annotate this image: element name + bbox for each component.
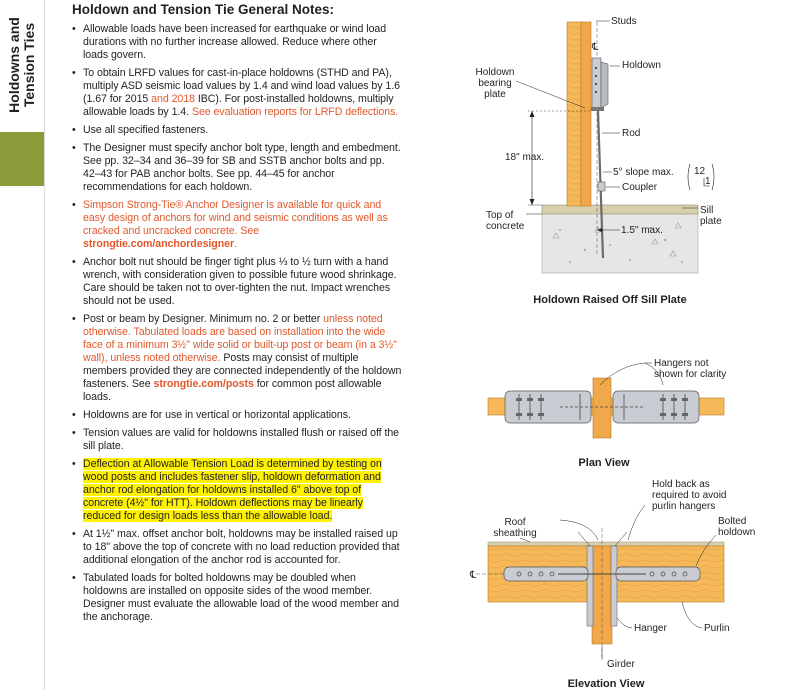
roof-sheathing xyxy=(488,542,724,546)
general-notes xyxy=(72,2,402,629)
note-item: • Simpson Strong-Tie® Anchor Designer is available for quick and easy design of anchors for wind and seismic conditions as well as cracked and uncracked concrete. See strongtie.com/anchordesigner. xyxy=(72,199,402,251)
section-title-line1: Holdowns and xyxy=(6,17,22,113)
section-title xyxy=(7,17,37,113)
top-of-concrete-label: Top of concrete xyxy=(486,210,525,232)
sill-plate-label: Sill plate xyxy=(700,205,722,227)
holdown-bearing-plate xyxy=(591,107,604,111)
figure-plan-view xyxy=(488,358,726,469)
centerline-symbol: ℄ xyxy=(592,42,599,53)
notes-title: Holdown and Tension Tie General Notes: xyxy=(72,2,335,17)
coupler xyxy=(598,182,605,191)
girder-plan xyxy=(593,378,611,438)
holdown-plan-left xyxy=(505,391,591,423)
concrete-slab xyxy=(542,213,698,273)
purlin-label: Purlin xyxy=(704,623,730,634)
centerline-symbol-elev: ℄ xyxy=(470,570,477,581)
note-item: • Post or beam by Designer. Minimum no. 2 or better unless noted otherwise. Tabulated loads are based on installation into the wide face of a minimum 3½" wide solid or built-up post or beam (in a 3½" wall), unless noted otherwise. Posts may consist of multiple members provided they are connected independently of the holdown fasteners. See strongtie.com/posts for common post allowable loads. xyxy=(72,313,402,404)
hanger-left xyxy=(587,546,593,626)
section-color-block xyxy=(0,132,44,186)
offset-label: 1.5" max. xyxy=(621,225,663,236)
section-title-line2: Tension Ties xyxy=(21,22,37,108)
note-item: • The Designer must specify anchor bolt type, length and embedment. See pp. 32–34 and 36–39 for SB and SSTB anchor bolts and pp. 42–43 for PAB anchor bolts. See pp. 44–45 for anchor recommendations for each holdown. xyxy=(72,142,402,194)
figure-elevation-view xyxy=(469,479,755,690)
bearing-plate-label: Holdown bearing plate xyxy=(475,67,515,100)
coupler-label: Coupler xyxy=(622,182,658,193)
holdown-label: Holdown xyxy=(622,60,661,71)
note-item: • To obtain LRFD values for cast-in-place holdowns (STHD and PA), multiply ASD seismic load values by 1.4 and wind load values by 1.6 (1.67 for 2015 and 2018 IBC). For post-installed holdowns, multiply allowable loads by 1.4. See evaluation reports for LRFD deflections. xyxy=(72,67,402,119)
sill-plate xyxy=(542,205,698,214)
max-18-label: 18" max. xyxy=(505,152,545,163)
note-item: • Tension values are valid for holdowns installed flush or raised off the sill plate. xyxy=(72,427,402,453)
side-tab xyxy=(0,0,45,690)
hanger-label: Hanger xyxy=(634,623,667,634)
rod-label: Rod xyxy=(622,128,641,139)
note-item-highlighted: • Deflection at Allowable Tension Load is determined by testing on wood posts and includes fastener slip, holdown deformation and anchor rod elongation for holdowns installed 6" above top of concrete (4½" for HTT). Holdown deflections may be linearly reduced for design loads less than the allowable load. xyxy=(72,458,402,523)
stud-left xyxy=(567,22,581,206)
bolted-holdown-label: Bolted holdown xyxy=(718,516,756,538)
posts-link[interactable]: strongtie.com/posts xyxy=(153,378,254,390)
hold-back-label: Hold back as required to avoid purlin hangers xyxy=(652,479,727,512)
figures-column xyxy=(420,0,800,690)
studs-label: Studs xyxy=(611,16,637,27)
side-tab-label-area xyxy=(0,0,44,130)
evaluation-reports-link[interactable]: See evaluation reports for LRFD deflections. xyxy=(191,106,399,118)
roof-sheathing-label: Roof sheathing xyxy=(493,517,537,539)
figure1-caption: Holdown Raised Off Sill Plate xyxy=(533,294,687,306)
hanger-right xyxy=(611,546,617,626)
figure3-caption: Elevation View xyxy=(567,678,645,690)
note-item: • At 1½" max. offset anchor bolt, holdowns may be installed raised up to 18" above the top of concrete with no load reduction provided that additional elongation of the anchor rod is accounted for. xyxy=(72,528,402,567)
notes-list xyxy=(72,23,402,624)
svg-text:12: 12 xyxy=(694,166,706,177)
girder-label: Girder xyxy=(607,659,635,670)
note-item: • Holdowns are for use in vertical or horizontal applications. xyxy=(72,409,402,422)
slope-symbol xyxy=(688,164,714,190)
note-item: • Use all specified fasteners. xyxy=(72,124,402,137)
stud-right xyxy=(581,22,591,206)
figures-svg xyxy=(420,0,800,690)
note-item: • Anchor bolt nut should be finger tight plus ⅓ to ½ turn with a hand wrench, with consideration given to possible future wood shrinkage. Care should be taken not to over-tighten the nut. Impact wrenches should not be used. xyxy=(72,256,402,308)
note-item: • Tabulated loads for bolted holdowns may be doubled when holdowns are installed on opposite sides of the wood member. Designer must evaluate the allowable load of the wood member and the anchorage. xyxy=(72,572,402,624)
figure-holdown-raised xyxy=(476,16,723,306)
anchor-designer-link[interactable]: strongtie.com/anchordesigner xyxy=(83,238,235,250)
svg-text:1: 1 xyxy=(705,176,711,187)
slope-label: 5° slope max. xyxy=(613,167,674,178)
figure2-caption: Plan View xyxy=(578,457,630,469)
hangers-note-label: Hangers not shown for clarity xyxy=(654,358,727,380)
note-item: • Allowable loads have been increased for earthquake or wind load durations with no further increase allowed. Reduce where other loads govern. xyxy=(72,23,402,62)
